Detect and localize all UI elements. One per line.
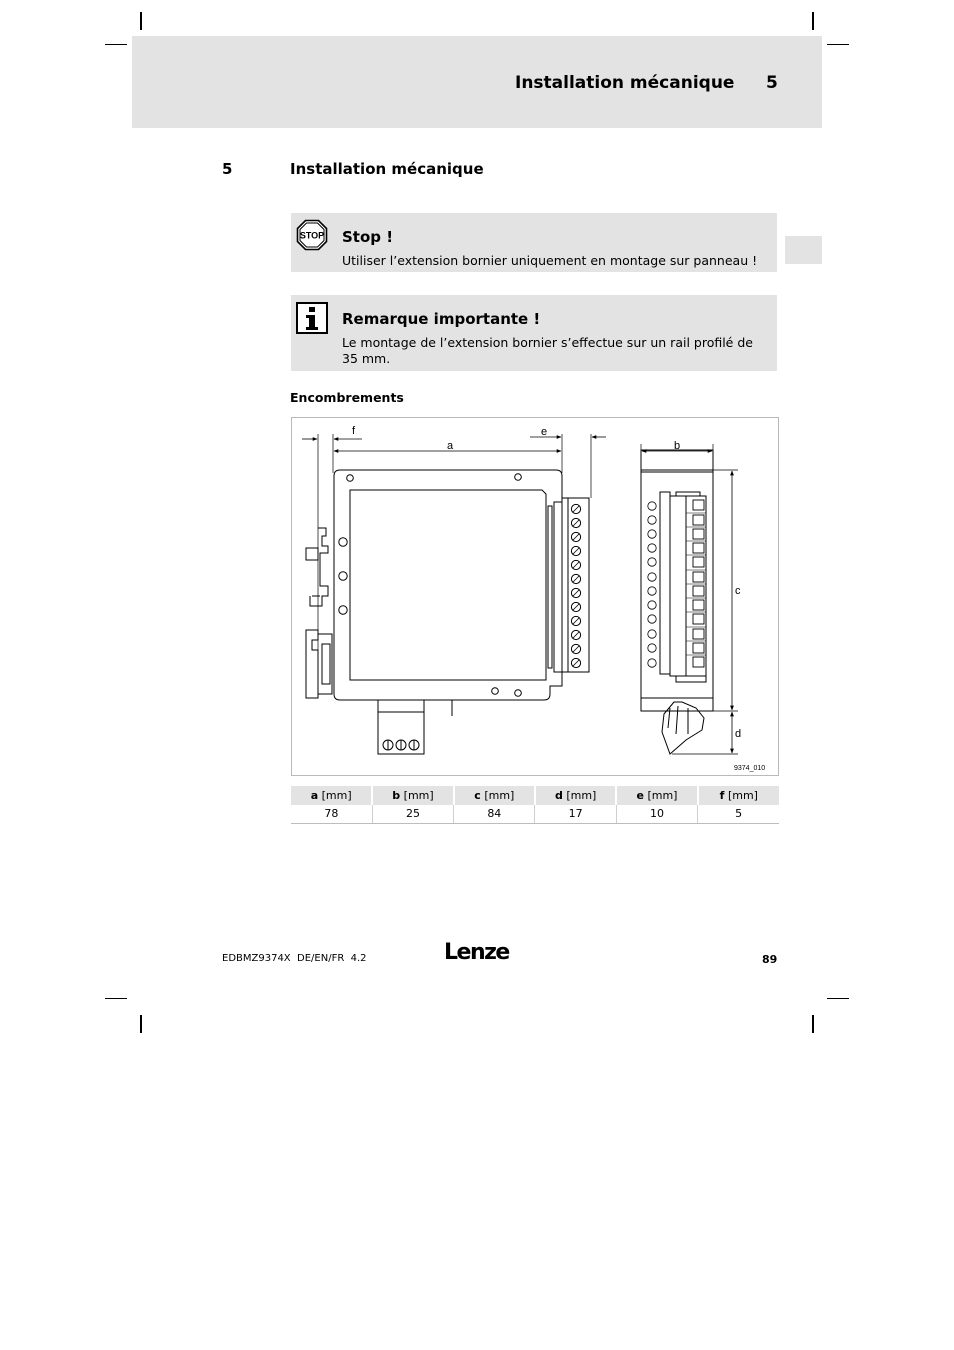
section-number: 5: [222, 160, 233, 178]
crop-mark: [140, 1015, 142, 1033]
stop-notice: [291, 213, 777, 272]
important-notice-text: Le montage de l’extension bornier s’effectue sur un rail profilé de 35 mm.: [342, 335, 753, 366]
section-title: Installation mécanique: [290, 160, 484, 178]
table-cell-c: 84: [454, 805, 535, 823]
dimensions-table: [291, 786, 779, 824]
stop-sign-icon: [296, 219, 328, 255]
page-header-title: Installation mécanique: [515, 73, 735, 93]
lenze-logo: Lenze: [444, 940, 509, 965]
table-cell-f: 5: [698, 805, 779, 823]
table-cell-d: 17: [535, 805, 616, 823]
chapter-tab-marker: [785, 236, 822, 264]
table-header-d: d [mm]: [535, 786, 616, 805]
stop-notice-text: Utiliser l’extension bornier uniquement en montage sur panneau !: [342, 253, 758, 268]
table-header-a: a [mm]: [291, 786, 372, 805]
table-cell-b: 25: [372, 805, 453, 823]
table-cell-a: 78: [291, 805, 372, 823]
dimension-label-d: d: [735, 728, 742, 740]
dimension-label-a: a: [447, 440, 454, 452]
crop-mark: [812, 12, 814, 30]
table-cell-e: 10: [616, 805, 697, 823]
stop-sign-text: STOP: [299, 230, 325, 241]
dimensional-drawing: [291, 417, 779, 776]
crop-mark: [827, 44, 849, 45]
crop-mark: [140, 12, 142, 30]
important-notice: [291, 295, 777, 371]
table-header-f: f [mm]: [698, 786, 779, 805]
dimension-label-f: f: [352, 425, 356, 437]
footer-document-id: EDBMZ9374X DE/EN/FR 4.2: [222, 953, 367, 964]
dimension-label-c: c: [735, 585, 741, 597]
stop-notice-title: Stop !: [342, 228, 394, 246]
figure-id: 9374_010: [734, 765, 766, 772]
table-header-row: [291, 786, 779, 805]
crop-mark: [827, 998, 849, 999]
dimension-label-e: e: [541, 426, 548, 438]
crop-mark: [812, 1015, 814, 1033]
table-row: [291, 805, 779, 823]
table-header-c: c [mm]: [454, 786, 535, 805]
important-notice-title: Remarque importante !: [342, 310, 541, 328]
info-icon: [296, 302, 328, 338]
page-number: 89: [762, 953, 778, 966]
crop-mark: [105, 998, 127, 999]
page-header-chapter-number: 5: [766, 73, 778, 93]
crop-mark: [105, 44, 127, 45]
dimensional-drawing-svg: [292, 418, 778, 775]
table-header-b: b [mm]: [372, 786, 453, 805]
table-header-e: e [mm]: [616, 786, 697, 805]
dimensions-subheading: Encombrements: [290, 390, 404, 405]
dimension-label-b: b: [674, 440, 681, 452]
